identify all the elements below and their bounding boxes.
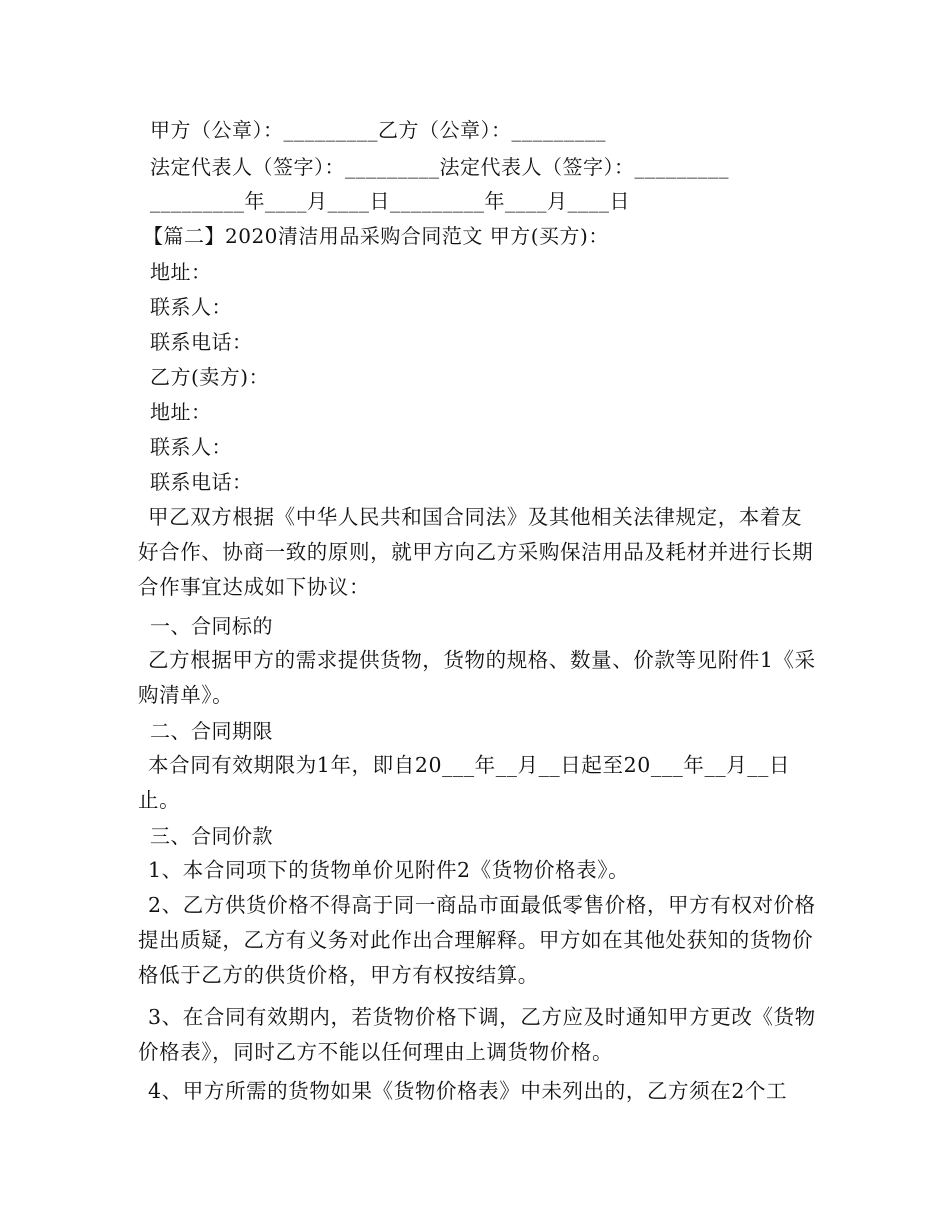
party-b-title: 乙方(卖方)： xyxy=(150,365,270,389)
party-b-address: 地址： xyxy=(150,400,212,424)
party-b-contact: 联系人： xyxy=(150,435,232,459)
representative-signature-line: 法定代表人（签字）：_________法定代表人（签字）：_________ xyxy=(150,155,729,179)
section2-heading: 二、合同期限 xyxy=(150,719,273,743)
clause-3: 3、在合同有效期内，若货物价格下调，乙方应及时通知甲方更改《货物价格表》，同时乙方不能以任何理由上调货物价格。 xyxy=(138,1005,816,1064)
section-title-line: 【篇二】2020清洁用品采购合同范文 甲方(买方)： xyxy=(143,224,609,248)
party-a-address: 地址： xyxy=(150,260,212,284)
section1-paragraph: 乙方根据甲方的需求提供货物，货物的规格、数量、价款等见附件1《采购清单》。 xyxy=(138,648,816,707)
date-line: _________年____月____日_________年____月____日 xyxy=(150,189,630,213)
party-a-contact: 联系人： xyxy=(150,295,232,319)
party-b-phone: 联系电话： xyxy=(150,470,253,494)
section2-paragraph: 本合同有效期限为1年，即自20___年__月__日起至20___年__月__日止。 xyxy=(138,753,791,812)
party-a-phone: 联系电话： xyxy=(150,330,253,354)
seal-signature-line: 甲方（公章）：_________乙方（公章）：_________ xyxy=(150,118,606,142)
clause-1: 1、本合同项下的货物单价见附件2《货物价格表》。 xyxy=(148,858,630,882)
section1-heading: 一、合同标的 xyxy=(150,614,273,638)
clause-2: 2、乙方供货价格不得高于同一商品市面最低零售价格，甲方有权对价格提出质疑，乙方有义务对此作出合理解释。甲方如在其他处获知的货物价格低于乙方的供货价格，甲方有权按结算。 xyxy=(138,893,816,987)
section3-heading: 三、合同价款 xyxy=(150,824,273,848)
intro-paragraph: 甲乙双方根据《中华人民共和国合同法》及其他相关法律规定，本着友好合作、协商一致的原则，就甲方向乙方采购保洁用品及耗材并进行长期合作事宜达成如下协议： xyxy=(138,505,814,599)
clause-4: 4、甲方所需的货物如果《货物价格表》中未列出的，乙方须在2个工 xyxy=(148,1079,788,1103)
